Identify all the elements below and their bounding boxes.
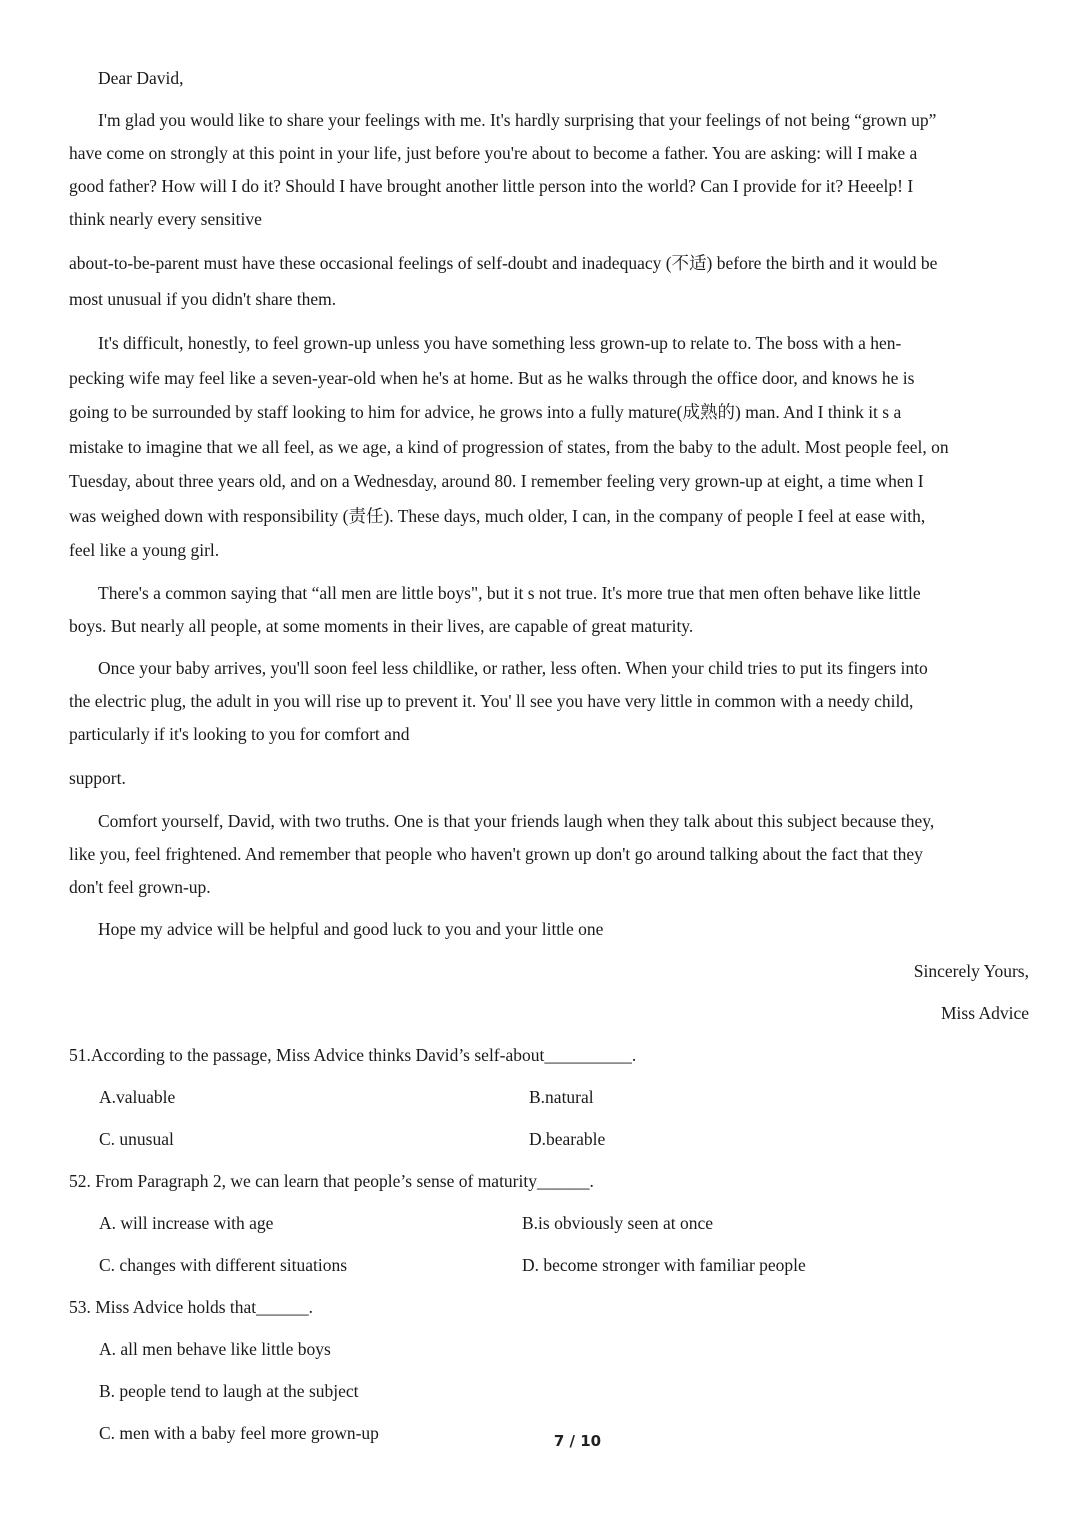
letter-paragraph-3: There's a common saying that “all men are little boys", but it s not true. It's more true that men often behave like little boys. But nearly all people, at some moments in their lives, are capable of great maturity. [69,582,921,636]
letter-greeting: Dear David, [98,68,184,88]
question-stem: 51.According to the passage, Miss Advice thinks David’s self-about__________. [69,1044,637,1065]
option-row [69,1207,1029,1249]
question-51 [69,1039,1029,1165]
question-52 [69,1165,1029,1291]
option-a: A. all men behave like little boys [99,1338,331,1359]
letter-paragraph-4-continued: support. [69,767,126,788]
option-d: D.bearable [529,1128,606,1149]
page-number: 7 / 10 [553,1432,602,1450]
option-row [69,1081,1029,1123]
option-c: C. changes with different situations [99,1254,348,1275]
option-a: A.valuable [99,1086,176,1107]
letter-paragraph-4: Once your baby arrives, you'll soon feel less childlike, or rather, less often. When your child tries to put its fingers into the electric plug, the adult in you will rise up to prevent it. You' ll see you have very little in common with a needy child, particularly if it's looking to you for comfort and [69,657,928,744]
option-row [69,1123,1029,1165]
option-c: C. men with a baby feel more grown-up [99,1422,379,1443]
option-b: B.natural [529,1086,594,1107]
letter-closing: Hope my advice will be helpful and good luck to you and your little one [98,918,604,939]
option-d: D. become stronger with familiar people [522,1254,806,1275]
option-b: B. people tend to laugh at the subject [99,1380,359,1401]
option-row [69,1249,1029,1291]
letter-signature: Miss Advice [941,1002,1029,1023]
question-stem: 53. Miss Advice holds that______. [69,1296,314,1317]
letter-sign-off: Sincerely Yours, [913,960,1029,981]
question-list [69,1039,1029,1459]
option-b: B.is obviously seen at once [522,1212,714,1233]
letter-paragraph-2: It's difficult, honestly, to feel grown-up unless you have something less grown-up to relate to. The boss with a hen- pecking wife may feel like a seven-year-old when he's at home. But as he walks through the office door, and knows he is going to be surrounded by staff looking to him for advice, he grows into a fully mature(成熟的) man. And I think it s a mistake to imagine that we all feel, as we age, a kind of progression of states, from the baby to the adult. Most people feel, on Tuesday, about three years old, and on a Wednesday, around 80. I remember feeling very grown-up at eight, a time when I was weighed down with responsibility (责任). These days, much older, I can, in the company of people I feel at ease with, feel like a young girl. [69,333,949,560]
option-c: C. unusual [99,1128,174,1149]
letter-paragraph-1: I'm glad you would like to share your feelings with me. It's hardly surprising that your feelings of not being “grown up” have come on strongly at this point in your life, just before you're about to become a father. You are asking: will I make a good father? How will I do it? Should I have brought another little person into the world? Can I provide for it? Heeelp! I think nearly every sensitive [69,110,937,229]
document-page [69,62,1029,1459]
letter [69,62,1029,1030]
letter-paragraph-1-continued: about-to-be-parent must have these occasional feelings of self-doubt and inadequacy (不适) before the birth and it would be most unusual if you didn't share them. [69,253,938,309]
letter-paragraph-5: Comfort yourself, David, with two truths. One is that your friends laugh when they talk about this subject because they, like you, feel frightened. And remember that people who haven't grown up don't go around talking about the fact that they don't feel grown-up. [69,810,935,897]
option-a: A. will increase with age [99,1212,274,1233]
question-stem: 52. From Paragraph 2, we can learn that people’s sense of maturity______. [69,1170,594,1191]
